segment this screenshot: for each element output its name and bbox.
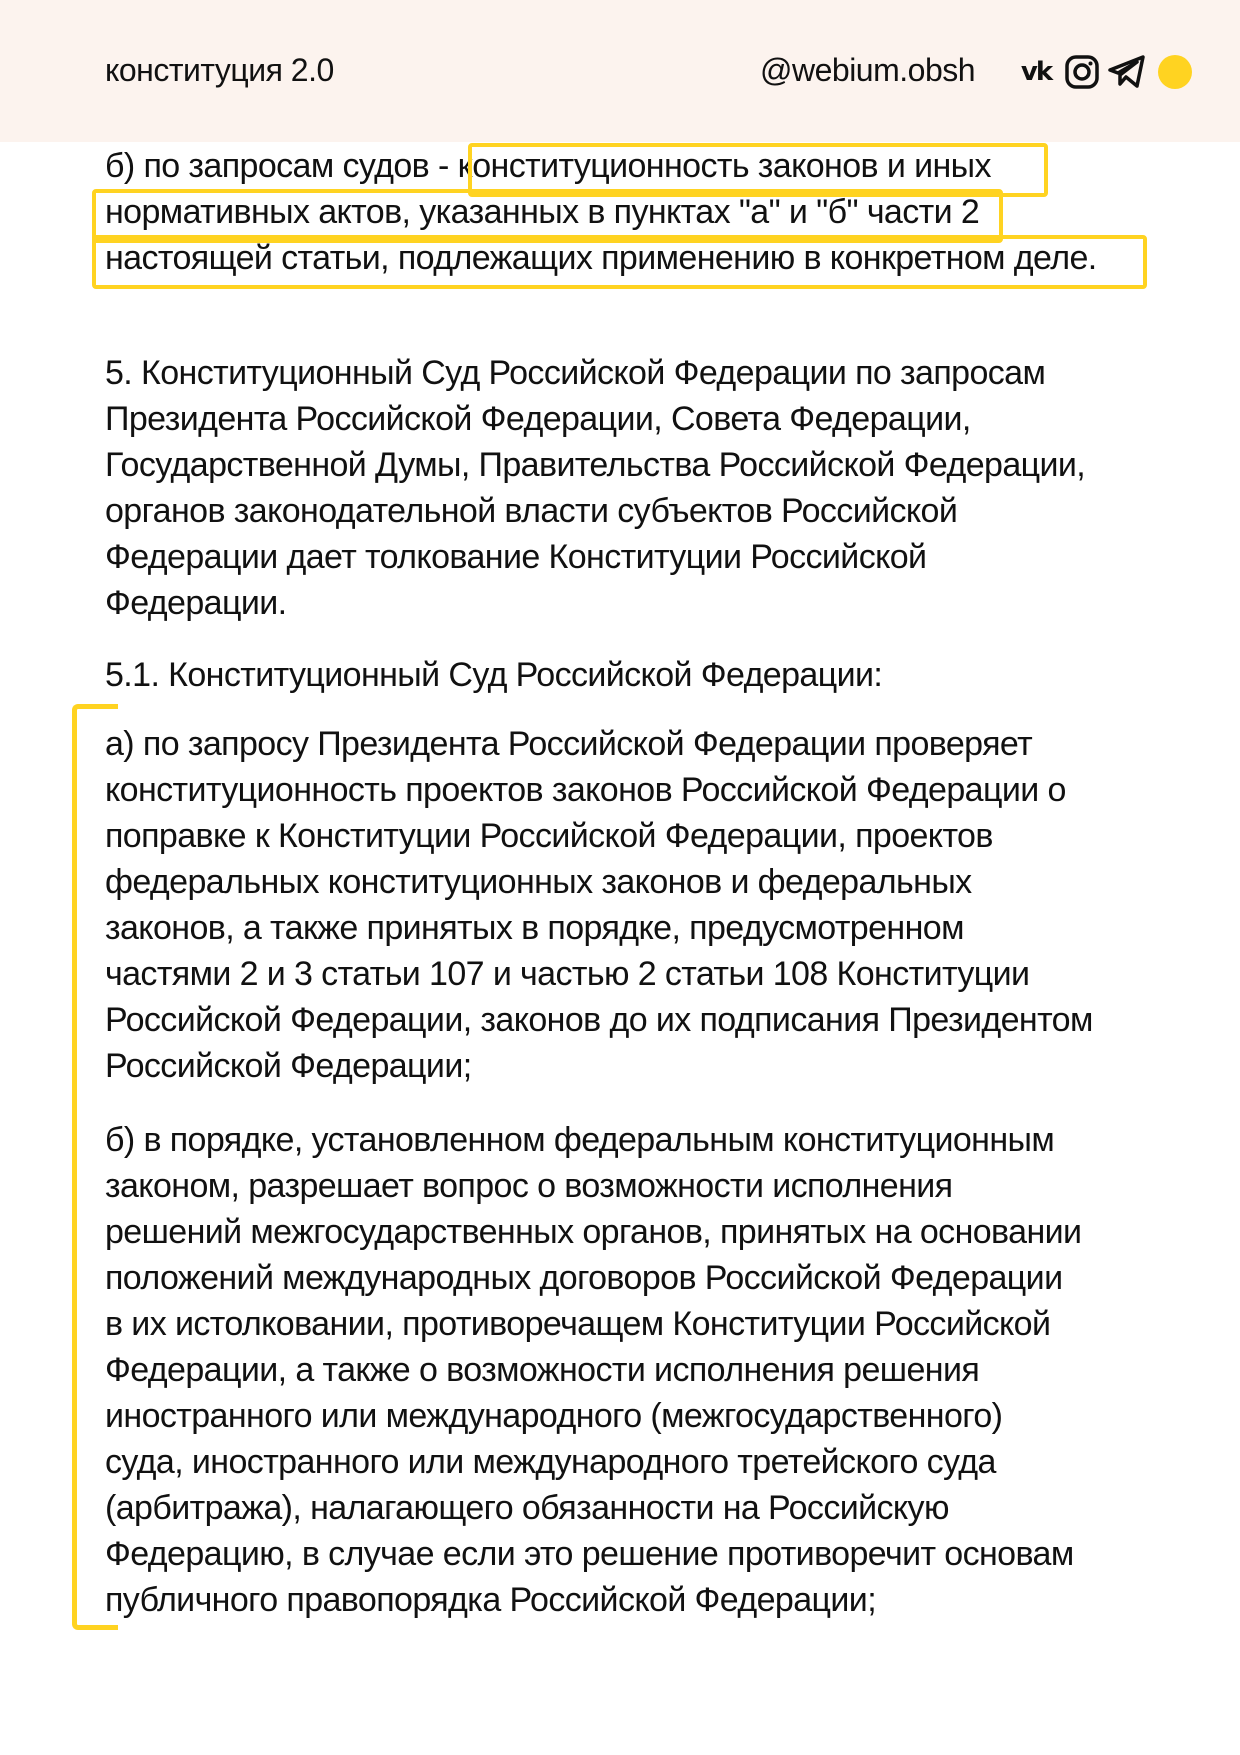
text-line: поправке к Конституции Российской Федерации, проектов (105, 817, 993, 855)
text-line: 5.1. Конституционный Суд Российской Федерации: (105, 656, 883, 694)
text-line: суда, иностранного или международного третейского суда (105, 1443, 996, 1481)
text-line: публичного правопорядка Российской Федерации; (105, 1581, 877, 1619)
accent-dot (1158, 55, 1192, 89)
text-line: Федерации дает толкование Конституции Российской (105, 538, 927, 576)
social-handle[interactable]: @webium.obsh (760, 52, 976, 88)
text-line: иностранного или международного (межгосударственного) (105, 1397, 1003, 1435)
text-line: (арбитража), налагающего обязанности на Российскую (105, 1489, 949, 1527)
paragraph-5-1 (105, 652, 1145, 698)
text-line: решений межгосударственных органов, принятых на основании (105, 1213, 1082, 1251)
text-line: нормативных актов, указанных в пунктах "а" и "б" части 2 (105, 193, 980, 231)
header-bar (0, 0, 1240, 142)
text-line: частями 2 и 3 статьи 107 и частью 2 статьи 108 Конституции (105, 955, 1030, 993)
text-line: а) по запросу Президента Российской Федерации проверяет (105, 725, 1033, 763)
instagram-icon[interactable] (1064, 54, 1100, 90)
text-line: б) по запросам судов - конституционность законов и иных (105, 147, 991, 185)
brand-title: конституция 2.0 (105, 52, 334, 88)
telegram-icon[interactable] (1108, 55, 1146, 89)
social-icons (1016, 50, 1192, 94)
paragraph-b-international (105, 1117, 1145, 1623)
text-line: органов законодательной власти субъектов Российской (105, 492, 958, 530)
highlight-box-line-3 (92, 235, 1147, 289)
text-line: законом, разрешает вопрос о возможности исполнения (105, 1167, 953, 1205)
text-line: Федерацию, в случае если это решение противоречит основам (105, 1535, 1074, 1573)
text-line: федеральных конституционных законов и федеральных (105, 863, 972, 901)
text-line: конституционность проектов законов Российской Федерации о (105, 771, 1066, 809)
paragraph-5 (105, 350, 1145, 626)
text-line: положений международных договоров Российской Федерации (105, 1259, 1063, 1297)
text-line: б) в порядке, установленном федеральным конституционным (105, 1121, 1055, 1159)
text-line: настоящей статьи, подлежащих применению в конкретном деле. (105, 239, 1097, 277)
text-line: Российской Федерации; (105, 1047, 472, 1085)
vk-icon[interactable]: vk (1020, 57, 1052, 87)
text-line: Федерации. (105, 584, 287, 622)
text-line: Президента Российской Федерации, Совета Федерации, (105, 400, 971, 438)
text-line: Российской Федерации, законов до их подписания Президентом (105, 1001, 1093, 1039)
text-line: законов, а также принятых в порядке, предусмотренном (105, 909, 964, 947)
text-line: в их истолковании, противоречащем Конституции Российской (105, 1305, 1051, 1343)
text-line: Федерации, а также о возможности исполнения решения (105, 1351, 980, 1389)
text-line: Государственной Думы, Правительства Российской Федерации, (105, 446, 1086, 484)
paragraph-a-president (105, 721, 1145, 1089)
text-line: 5. Конституционный Суд Российской Федерации по запросам (105, 354, 1046, 392)
